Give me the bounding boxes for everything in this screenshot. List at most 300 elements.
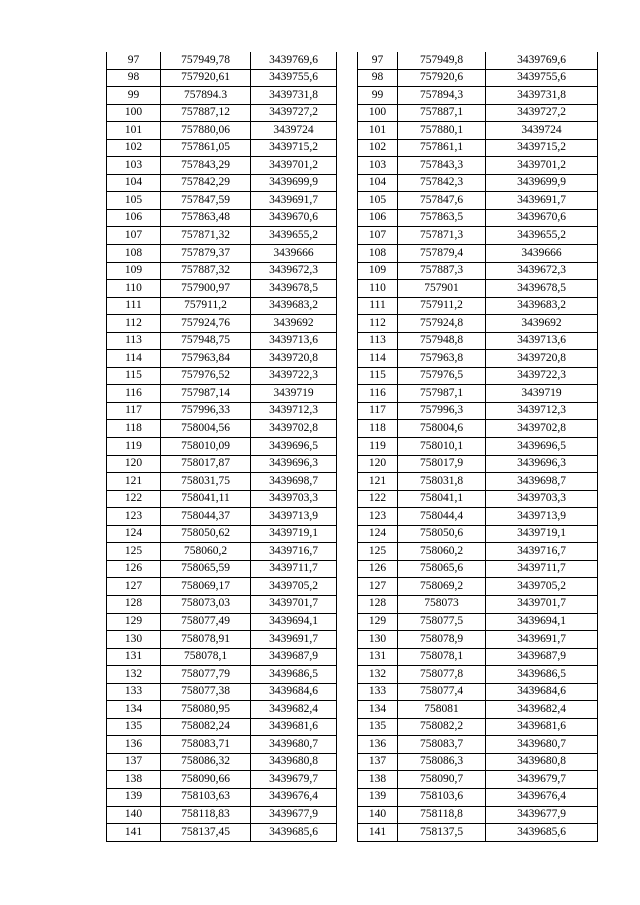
point-number-cell: 137 [358, 753, 398, 771]
table-row [358, 806, 598, 824]
table-row [358, 227, 598, 245]
point-number-cell: 129 [358, 613, 398, 631]
table-row [358, 788, 598, 806]
x-coordinate-cell: 758078,9 [398, 631, 486, 649]
x-coordinate-cell: 758010,09 [161, 438, 251, 456]
point-number-cell: 112 [358, 315, 398, 333]
table-row [358, 209, 598, 227]
y-coordinate-cell: 3439720,8 [486, 350, 598, 368]
y-coordinate-cell: 3439715,2 [486, 139, 598, 157]
table-row [358, 525, 598, 543]
point-number-cell: 138 [107, 771, 161, 789]
point-number-cell: 131 [107, 648, 161, 666]
y-coordinate-cell: 3439727,2 [486, 104, 598, 122]
table-row [107, 367, 337, 385]
y-coordinate-cell: 3439696,5 [486, 438, 598, 456]
point-number-cell: 104 [358, 174, 398, 192]
y-coordinate-cell: 3439720,8 [251, 350, 337, 368]
x-coordinate-cell: 757920,6 [398, 69, 486, 87]
y-coordinate-cell: 3439677,9 [486, 806, 598, 824]
point-number-cell: 137 [107, 753, 161, 771]
x-coordinate-cell: 758017,87 [161, 455, 251, 473]
x-coordinate-cell: 758137,45 [161, 824, 251, 842]
x-coordinate-cell: 758077,49 [161, 613, 251, 631]
y-coordinate-cell: 3439713,6 [486, 332, 598, 350]
y-coordinate-cell: 3439655,2 [486, 227, 598, 245]
x-coordinate-cell: 757861,1 [398, 139, 486, 157]
table-row [107, 402, 337, 420]
y-coordinate-cell: 3439731,8 [251, 87, 337, 105]
table-row [107, 613, 337, 631]
table-row [358, 157, 598, 175]
y-coordinate-cell: 3439680,8 [251, 753, 337, 771]
table-row [107, 139, 337, 157]
point-number-cell: 115 [358, 367, 398, 385]
point-number-cell: 118 [358, 420, 398, 438]
x-coordinate-cell: 757911,2 [161, 297, 251, 315]
point-number-cell: 117 [358, 402, 398, 420]
table-row [358, 455, 598, 473]
table-row [107, 578, 337, 596]
table-row [358, 578, 598, 596]
table-row [358, 508, 598, 526]
x-coordinate-cell: 758118,83 [161, 806, 251, 824]
point-number-cell: 101 [107, 122, 161, 140]
y-coordinate-cell: 3439698,7 [251, 473, 337, 491]
table-row [358, 718, 598, 736]
table-row [107, 718, 337, 736]
point-number-cell: 136 [107, 736, 161, 754]
point-number-cell: 135 [358, 718, 398, 736]
x-coordinate-cell: 758060,2 [161, 543, 251, 561]
y-coordinate-cell: 3439701,7 [486, 595, 598, 613]
table-row [107, 227, 337, 245]
table-row [107, 560, 337, 578]
point-number-cell: 118 [107, 420, 161, 438]
table-row [358, 122, 598, 140]
table-row [107, 683, 337, 701]
x-coordinate-cell: 757863,48 [161, 209, 251, 227]
point-number-cell: 105 [107, 192, 161, 210]
y-coordinate-cell: 3439711,7 [251, 560, 337, 578]
y-coordinate-cell: 3439698,7 [486, 473, 598, 491]
table-row [107, 543, 337, 561]
point-number-cell: 117 [107, 402, 161, 420]
y-coordinate-cell: 3439731,8 [486, 87, 598, 105]
table-row [358, 613, 598, 631]
x-coordinate-cell: 757847,6 [398, 192, 486, 210]
x-coordinate-cell: 758078,1 [398, 648, 486, 666]
table-row [107, 245, 337, 263]
x-coordinate-cell: 758069,2 [398, 578, 486, 596]
x-coordinate-cell: 758086,32 [161, 753, 251, 771]
point-number-cell: 127 [358, 578, 398, 596]
point-number-cell: 100 [107, 104, 161, 122]
point-number-cell: 110 [107, 280, 161, 298]
y-coordinate-cell: 3439722,3 [486, 367, 598, 385]
point-number-cell: 106 [358, 209, 398, 227]
point-number-cell: 135 [107, 718, 161, 736]
x-coordinate-cell: 758044,37 [161, 508, 251, 526]
point-number-cell: 116 [107, 385, 161, 403]
point-number-cell: 103 [358, 157, 398, 175]
point-number-cell: 140 [358, 806, 398, 824]
x-coordinate-cell: 758082,2 [398, 718, 486, 736]
x-coordinate-cell: 757987,1 [398, 385, 486, 403]
x-coordinate-cell: 758077,79 [161, 666, 251, 684]
x-coordinate-cell: 757887,1 [398, 104, 486, 122]
x-coordinate-cell: 757963,84 [161, 350, 251, 368]
y-coordinate-cell: 3439719 [251, 385, 337, 403]
x-coordinate-cell: 757976,52 [161, 367, 251, 385]
y-coordinate-cell: 3439681,6 [486, 718, 598, 736]
point-number-cell: 138 [358, 771, 398, 789]
x-coordinate-cell: 757871,3 [398, 227, 486, 245]
y-coordinate-cell: 3439722,3 [251, 367, 337, 385]
y-coordinate-cell: 3439755,6 [251, 69, 337, 87]
y-coordinate-cell: 3439678,5 [251, 280, 337, 298]
point-number-cell: 97 [358, 52, 398, 69]
y-coordinate-cell: 3439712,3 [251, 402, 337, 420]
point-number-cell: 123 [358, 508, 398, 526]
point-number-cell: 132 [107, 666, 161, 684]
x-coordinate-cell: 758137,5 [398, 824, 486, 842]
y-coordinate-cell: 3439769,6 [486, 52, 598, 69]
point-number-cell: 99 [107, 87, 161, 105]
table-row [358, 402, 598, 420]
y-coordinate-cell: 3439716,7 [251, 543, 337, 561]
point-number-cell: 104 [107, 174, 161, 192]
y-coordinate-cell: 3439655,2 [251, 227, 337, 245]
y-coordinate-cell: 3439694,1 [486, 613, 598, 631]
x-coordinate-cell: 757887,3 [398, 262, 486, 280]
x-coordinate-cell: 757871,32 [161, 227, 251, 245]
y-coordinate-cell: 3439712,3 [486, 402, 598, 420]
y-coordinate-cell: 3439691,7 [251, 631, 337, 649]
point-number-cell: 141 [358, 824, 398, 842]
table-row [107, 631, 337, 649]
x-coordinate-cell: 758077,5 [398, 613, 486, 631]
table-row [107, 666, 337, 684]
table-row [358, 192, 598, 210]
x-coordinate-cell: 758069,17 [161, 578, 251, 596]
y-coordinate-cell: 3439691,7 [486, 192, 598, 210]
x-coordinate-cell: 758103,6 [398, 788, 486, 806]
table-row [358, 824, 598, 842]
x-coordinate-cell: 757948,75 [161, 332, 251, 350]
point-number-cell: 103 [107, 157, 161, 175]
x-coordinate-cell: 758083,7 [398, 736, 486, 754]
table-row [358, 87, 598, 105]
x-coordinate-cell: 757879,37 [161, 245, 251, 263]
table-row [107, 262, 337, 280]
table-row [358, 753, 598, 771]
point-number-cell: 122 [107, 490, 161, 508]
table-row [358, 420, 598, 438]
point-number-cell: 112 [107, 315, 161, 333]
x-coordinate-cell: 758077,38 [161, 683, 251, 701]
table-row [358, 631, 598, 649]
y-coordinate-cell: 3439676,4 [486, 788, 598, 806]
table-row [107, 771, 337, 789]
x-coordinate-cell: 758050,62 [161, 525, 251, 543]
x-coordinate-cell: 757987,14 [161, 385, 251, 403]
y-coordinate-cell: 3439678,5 [486, 280, 598, 298]
point-number-cell: 119 [358, 438, 398, 456]
table-row [107, 122, 337, 140]
y-coordinate-cell: 3439683,2 [251, 297, 337, 315]
table-row [358, 648, 598, 666]
y-coordinate-cell: 3439681,6 [251, 718, 337, 736]
point-number-cell: 115 [107, 367, 161, 385]
x-coordinate-cell: 757894,3 [398, 87, 486, 105]
point-number-cell: 114 [107, 350, 161, 368]
table-row [358, 595, 598, 613]
point-number-cell: 106 [107, 209, 161, 227]
table-row [107, 490, 337, 508]
x-coordinate-cell: 758044,4 [398, 508, 486, 526]
y-coordinate-cell: 3439724 [251, 122, 337, 140]
x-coordinate-cell: 757843,29 [161, 157, 251, 175]
table-row [358, 560, 598, 578]
point-number-cell: 132 [358, 666, 398, 684]
x-coordinate-cell: 758080,95 [161, 701, 251, 719]
point-number-cell: 116 [358, 385, 398, 403]
x-coordinate-cell: 758010,1 [398, 438, 486, 456]
point-number-cell: 133 [107, 683, 161, 701]
x-coordinate-cell: 757887,32 [161, 262, 251, 280]
y-coordinate-cell: 3439705,2 [486, 578, 598, 596]
x-coordinate-cell: 758078,1 [161, 648, 251, 666]
table-row [107, 350, 337, 368]
y-coordinate-cell: 3439699,9 [251, 174, 337, 192]
y-coordinate-cell: 3439696,3 [486, 455, 598, 473]
x-coordinate-cell: 758082,24 [161, 718, 251, 736]
y-coordinate-cell: 3439694,1 [251, 613, 337, 631]
table-row [107, 525, 337, 543]
point-number-cell: 121 [107, 473, 161, 491]
y-coordinate-cell: 3439677,9 [251, 806, 337, 824]
x-coordinate-cell: 757963,8 [398, 350, 486, 368]
table-row [107, 438, 337, 456]
point-number-cell: 134 [107, 701, 161, 719]
table-row [358, 262, 598, 280]
table-row [107, 824, 337, 842]
y-coordinate-cell: 3439703,3 [486, 490, 598, 508]
table-row [107, 297, 337, 315]
table-row [358, 104, 598, 122]
table-row [358, 245, 598, 263]
x-coordinate-cell: 758050,6 [398, 525, 486, 543]
x-coordinate-cell: 757924,76 [161, 315, 251, 333]
point-number-cell: 107 [107, 227, 161, 245]
y-coordinate-cell: 3439702,8 [486, 420, 598, 438]
point-number-cell: 97 [107, 52, 161, 69]
x-coordinate-cell: 758060,2 [398, 543, 486, 561]
y-coordinate-cell: 3439705,2 [251, 578, 337, 596]
x-coordinate-cell: 758041,1 [398, 490, 486, 508]
x-coordinate-cell: 758103,63 [161, 788, 251, 806]
y-coordinate-cell: 3439687,9 [251, 648, 337, 666]
x-coordinate-cell: 758078,91 [161, 631, 251, 649]
table-row [107, 595, 337, 613]
table-row [358, 490, 598, 508]
point-number-cell: 121 [358, 473, 398, 491]
x-coordinate-cell: 757842,3 [398, 174, 486, 192]
y-coordinate-cell: 3439691,7 [486, 631, 598, 649]
point-number-cell: 141 [107, 824, 161, 842]
x-coordinate-cell: 757920,61 [161, 69, 251, 87]
point-number-cell: 127 [107, 578, 161, 596]
y-coordinate-cell: 3439719,1 [251, 525, 337, 543]
point-number-cell: 111 [107, 297, 161, 315]
point-number-cell: 130 [358, 631, 398, 649]
point-number-cell: 109 [358, 262, 398, 280]
y-coordinate-cell: 3439701,7 [251, 595, 337, 613]
y-coordinate-cell: 3439684,6 [251, 683, 337, 701]
table-row [107, 192, 337, 210]
x-coordinate-cell: 758073,03 [161, 595, 251, 613]
y-coordinate-cell: 3439676,4 [251, 788, 337, 806]
table-row [107, 209, 337, 227]
table-row [107, 701, 337, 719]
y-coordinate-cell: 3439703,3 [251, 490, 337, 508]
table-row [107, 473, 337, 491]
table-row [358, 771, 598, 789]
x-coordinate-cell: 757861,05 [161, 139, 251, 157]
y-coordinate-cell: 3439680,8 [486, 753, 598, 771]
coordinates-table-right [357, 52, 598, 842]
table-row [358, 543, 598, 561]
y-coordinate-cell: 3439701,2 [251, 157, 337, 175]
x-coordinate-cell: 758081 [398, 701, 486, 719]
y-coordinate-cell: 3439713,6 [251, 332, 337, 350]
y-coordinate-cell: 3439692 [251, 315, 337, 333]
x-coordinate-cell: 757911,2 [398, 297, 486, 315]
y-coordinate-cell: 3439679,7 [486, 771, 598, 789]
table-row [358, 315, 598, 333]
coordinates-table-left [106, 52, 337, 842]
point-number-cell: 98 [107, 69, 161, 87]
x-coordinate-cell: 758090,7 [398, 771, 486, 789]
point-number-cell: 134 [358, 701, 398, 719]
point-number-cell: 105 [358, 192, 398, 210]
point-number-cell: 119 [107, 438, 161, 456]
table-row [107, 736, 337, 754]
x-coordinate-cell: 757842,29 [161, 174, 251, 192]
table-row [358, 52, 598, 69]
x-coordinate-cell: 757880,06 [161, 122, 251, 140]
table-row [107, 315, 337, 333]
table-row [358, 332, 598, 350]
table-row [107, 52, 337, 69]
y-coordinate-cell: 3439692 [486, 315, 598, 333]
y-coordinate-cell: 3439683,2 [486, 297, 598, 315]
point-number-cell: 102 [107, 139, 161, 157]
table-row [358, 350, 598, 368]
x-coordinate-cell: 757879,4 [398, 245, 486, 263]
x-coordinate-cell: 758017,9 [398, 455, 486, 473]
x-coordinate-cell: 757996,3 [398, 402, 486, 420]
y-coordinate-cell: 3439672,3 [251, 262, 337, 280]
point-number-cell: 140 [107, 806, 161, 824]
x-coordinate-cell: 758077,4 [398, 683, 486, 701]
point-number-cell: 133 [358, 683, 398, 701]
x-coordinate-cell: 757847,59 [161, 192, 251, 210]
table-row [358, 701, 598, 719]
point-number-cell: 126 [358, 560, 398, 578]
table-row [107, 104, 337, 122]
table-row [107, 385, 337, 403]
table-row [358, 174, 598, 192]
table-row [358, 297, 598, 315]
point-number-cell: 136 [358, 736, 398, 754]
y-coordinate-cell: 3439702,8 [251, 420, 337, 438]
point-number-cell: 124 [358, 525, 398, 543]
table-row [358, 69, 598, 87]
point-number-cell: 114 [358, 350, 398, 368]
x-coordinate-cell: 758073 [398, 595, 486, 613]
y-coordinate-cell: 3439680,7 [486, 736, 598, 754]
point-number-cell: 98 [358, 69, 398, 87]
table-row [107, 508, 337, 526]
point-number-cell: 120 [107, 455, 161, 473]
point-number-cell: 128 [358, 595, 398, 613]
x-coordinate-cell: 758004,56 [161, 420, 251, 438]
table-row [107, 280, 337, 298]
x-coordinate-cell: 757948,8 [398, 332, 486, 350]
y-coordinate-cell: 3439684,6 [486, 683, 598, 701]
y-coordinate-cell: 3439696,5 [251, 438, 337, 456]
y-coordinate-cell: 3439666 [486, 245, 598, 263]
x-coordinate-cell: 758004,6 [398, 420, 486, 438]
point-number-cell: 139 [107, 788, 161, 806]
table-row [358, 367, 598, 385]
x-coordinate-cell: 757924,8 [398, 315, 486, 333]
point-number-cell: 131 [358, 648, 398, 666]
y-coordinate-cell: 3439727,2 [251, 104, 337, 122]
y-coordinate-cell: 3439701,2 [486, 157, 598, 175]
point-number-cell: 126 [107, 560, 161, 578]
table-row [107, 157, 337, 175]
y-coordinate-cell: 3439715,2 [251, 139, 337, 157]
x-coordinate-cell: 758083,71 [161, 736, 251, 754]
point-number-cell: 109 [107, 262, 161, 280]
y-coordinate-cell: 3439679,7 [251, 771, 337, 789]
table-row [107, 420, 337, 438]
point-number-cell: 113 [358, 332, 398, 350]
x-coordinate-cell: 757863,5 [398, 209, 486, 227]
point-number-cell: 129 [107, 613, 161, 631]
table-row [358, 666, 598, 684]
y-coordinate-cell: 3439686,5 [251, 666, 337, 684]
y-coordinate-cell: 3439685,6 [486, 824, 598, 842]
x-coordinate-cell: 758065,6 [398, 560, 486, 578]
x-coordinate-cell: 757880,1 [398, 122, 486, 140]
x-coordinate-cell: 758031,75 [161, 473, 251, 491]
point-number-cell: 130 [107, 631, 161, 649]
point-number-cell: 107 [358, 227, 398, 245]
table-row [107, 174, 337, 192]
y-coordinate-cell: 3439713,9 [251, 508, 337, 526]
table-row [107, 753, 337, 771]
y-coordinate-cell: 3439682,4 [486, 701, 598, 719]
table-row [107, 69, 337, 87]
y-coordinate-cell: 3439682,4 [251, 701, 337, 719]
x-coordinate-cell: 757894.3 [161, 87, 251, 105]
point-number-cell: 120 [358, 455, 398, 473]
y-coordinate-cell: 3439769,6 [251, 52, 337, 69]
